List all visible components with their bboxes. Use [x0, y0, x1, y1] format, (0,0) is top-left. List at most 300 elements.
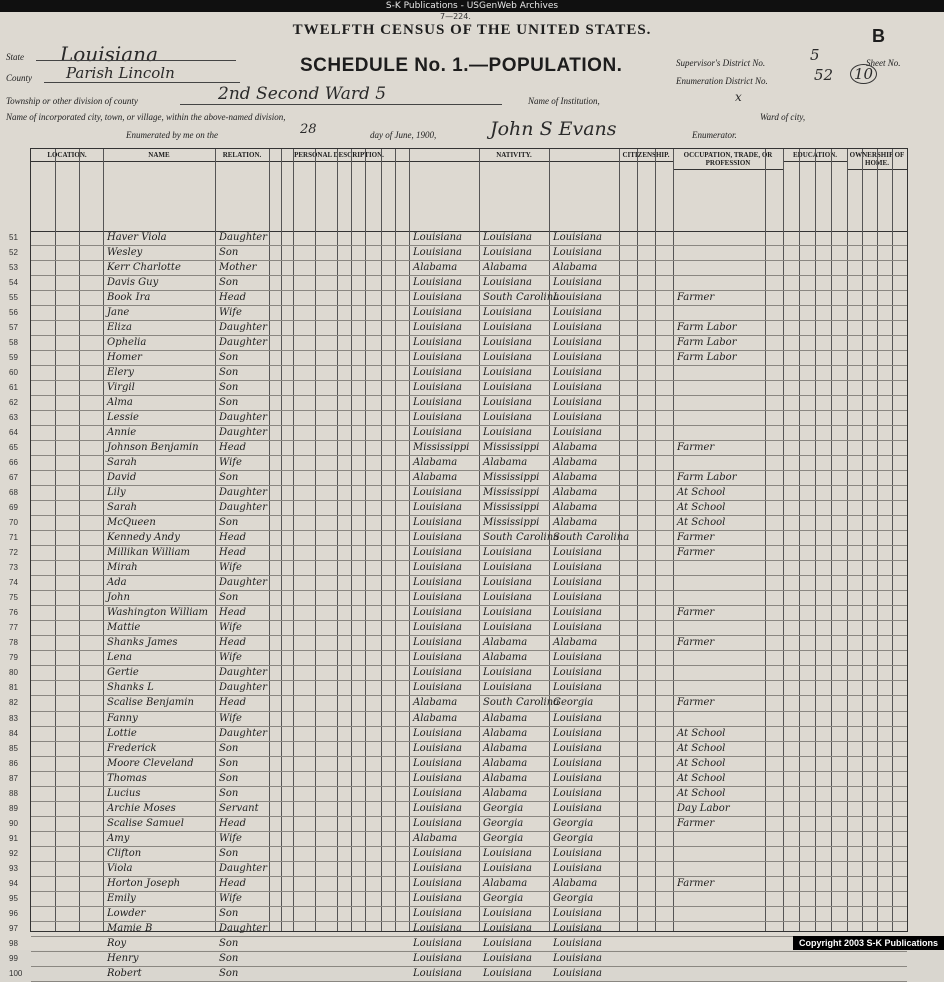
line-number: 90 — [9, 818, 18, 828]
sheet-value: 10 — [850, 64, 877, 84]
mother-birthplace-cell: Louisiana — [553, 412, 602, 424]
father-birthplace-cell: Louisiana — [483, 367, 532, 379]
father-birthplace-cell: Louisiana — [483, 562, 532, 574]
relation-cell: Son — [219, 967, 239, 979]
name-cell: Eliza — [107, 322, 132, 334]
father-birthplace-cell: Louisiana — [483, 607, 532, 619]
relation-cell: Son — [219, 787, 239, 799]
relation-cell: Wife — [219, 832, 242, 844]
occupation-cell: At School — [677, 787, 726, 799]
name-cell: Jane — [107, 307, 130, 319]
table-row — [9, 802, 907, 817]
father-birthplace-cell: Louisiana — [483, 397, 532, 409]
table-row — [9, 441, 907, 456]
line-number: 57 — [9, 323, 18, 333]
relation-cell: Son — [219, 277, 239, 289]
father-birthplace-cell: Louisiana — [483, 922, 532, 934]
table-row — [9, 561, 907, 576]
birthplace-cell: Louisiana — [413, 487, 462, 499]
mother-birthplace-cell: Louisiana — [553, 757, 602, 769]
birthplace-cell: Louisiana — [413, 232, 462, 243]
birthplace-cell: Alabama — [413, 697, 458, 709]
line-number: 63 — [9, 413, 18, 423]
table-row — [9, 321, 907, 336]
mother-birthplace-cell: Louisiana — [553, 292, 602, 304]
table-row — [9, 426, 907, 441]
occupation-cell: Farm Labor — [677, 337, 737, 349]
relation-cell: Son — [219, 382, 239, 394]
relation-cell: Head — [219, 292, 247, 304]
mother-birthplace-cell: Georgia — [553, 832, 594, 844]
relation-cell: Mother — [219, 262, 257, 274]
mother-birthplace-cell: Louisiana — [553, 307, 602, 319]
copyright-notice: Copyright 2003 S-K Publications — [793, 936, 944, 950]
relation-cell: Head — [219, 697, 247, 709]
mother-birthplace-cell: Louisiana — [553, 847, 602, 859]
relation-cell: Son — [219, 742, 239, 754]
name-cell: Thomas — [107, 772, 147, 784]
table-row — [9, 486, 907, 501]
enumerator-signature: John S Evans — [490, 118, 617, 140]
mother-birthplace-cell: Louisiana — [553, 712, 602, 724]
birthplace-cell: Louisiana — [413, 877, 462, 889]
birthplace-cell: Louisiana — [413, 847, 462, 859]
table-row — [9, 967, 907, 982]
mother-birthplace-cell: Louisiana — [553, 322, 602, 334]
ward-label: Ward of city, — [760, 112, 806, 122]
father-birthplace-cell: South Carolina — [483, 292, 560, 304]
relation-cell: Daughter — [219, 727, 267, 739]
line-number: 59 — [9, 353, 18, 363]
name-cell: Haver Viola — [107, 232, 167, 243]
relation-cell: Son — [219, 847, 239, 859]
township-value: 2nd Second Ward 5 — [218, 84, 387, 104]
line-number: 72 — [9, 548, 18, 558]
father-birthplace-cell: Louisiana — [483, 247, 532, 259]
name-cell: Scalise Benjamin — [107, 697, 194, 709]
header-education: EDUCATION. — [783, 149, 848, 231]
father-birthplace-cell: Louisiana — [483, 667, 532, 679]
line-number: 92 — [9, 848, 18, 858]
relation-cell: Head — [219, 547, 247, 559]
father-birthplace-cell: Louisiana — [483, 847, 532, 859]
header-location: LOCATION. — [31, 149, 104, 231]
father-birthplace-cell: Alabama — [483, 712, 528, 724]
form-stamp: 7—224. — [440, 12, 471, 21]
name-cell: Davis Guy — [107, 277, 159, 289]
father-birthplace-cell: Louisiana — [483, 352, 532, 364]
state-label: State — [6, 52, 24, 62]
relation-cell: Wife — [219, 457, 242, 469]
enumerator-label: Enumerator. — [692, 130, 737, 140]
relation-cell: Son — [219, 472, 239, 484]
header-ownership: OWNERSHIP OF HOME. — [847, 149, 907, 231]
township-label: Township or other division of county — [6, 96, 138, 106]
father-birthplace-cell: Alabama — [483, 772, 528, 784]
name-cell: Elery — [107, 367, 134, 379]
father-birthplace-cell: Alabama — [483, 262, 528, 274]
birthplace-cell: Louisiana — [413, 427, 462, 439]
county-label: County — [6, 73, 32, 83]
name-cell: Lessie — [107, 412, 139, 424]
mother-birthplace-cell: Louisiana — [553, 577, 602, 589]
name-cell: Annie — [107, 427, 137, 439]
mother-birthplace-cell: Louisiana — [553, 607, 602, 619]
relation-cell: Wife — [219, 622, 242, 634]
name-cell: Kerr Charlotte — [107, 262, 181, 274]
father-birthplace-cell: Louisiana — [483, 307, 532, 319]
birthplace-cell: Louisiana — [413, 742, 462, 754]
occupation-cell: Farm Labor — [677, 322, 737, 334]
line-number: 62 — [9, 398, 18, 408]
line-number: 70 — [9, 518, 18, 528]
relation-cell: Wife — [219, 712, 242, 724]
father-birthplace-cell: South Carolina — [483, 697, 560, 709]
table-row — [9, 772, 907, 787]
relation-cell: Daughter — [219, 862, 267, 874]
line-number: 81 — [9, 683, 18, 693]
birthplace-cell: Louisiana — [413, 577, 462, 589]
birthplace-cell: Louisiana — [413, 952, 462, 964]
father-birthplace-cell: Louisiana — [483, 952, 532, 964]
name-cell: Mirah — [107, 562, 138, 574]
table-row — [9, 666, 907, 681]
line-number: 95 — [9, 893, 18, 903]
occupation-cell: Farmer — [677, 547, 715, 559]
name-cell: Virgil — [107, 382, 135, 394]
table-row — [9, 907, 907, 922]
occupation-cell: At School — [677, 757, 726, 769]
father-birthplace-cell: Alabama — [483, 757, 528, 769]
line-number: 60 — [9, 368, 18, 378]
birthplace-cell: Louisiana — [413, 532, 462, 544]
table-row — [9, 847, 907, 862]
mother-birthplace-cell: Alabama — [553, 877, 598, 889]
father-birthplace-cell: Louisiana — [483, 412, 532, 424]
mother-birthplace-cell: South Carolina — [553, 532, 630, 544]
table-row — [9, 546, 907, 561]
table-row — [9, 696, 907, 711]
header-personal: PERSONAL DESCRIPTION. — [269, 149, 410, 231]
father-birthplace-cell: Louisiana — [483, 337, 532, 349]
father-birthplace-cell: Louisiana — [483, 232, 532, 243]
mother-birthplace-cell: Louisiana — [553, 247, 602, 259]
mother-birthplace-cell: Louisiana — [553, 862, 602, 874]
mother-birthplace-cell: Georgia — [553, 817, 594, 829]
birthplace-cell: Louisiana — [413, 247, 462, 259]
birthplace-cell: Louisiana — [413, 817, 462, 829]
name-cell: Archie Moses — [107, 802, 176, 814]
relation-cell: Son — [219, 772, 239, 784]
table-row — [9, 606, 907, 621]
relation-cell: Daughter — [219, 427, 267, 439]
father-birthplace-cell: Mississippi — [483, 487, 540, 499]
father-birthplace-cell: Louisiana — [483, 907, 532, 919]
table-row — [9, 501, 907, 516]
birthplace-cell: Louisiana — [413, 367, 462, 379]
table-row — [9, 877, 907, 892]
mother-birthplace-cell: Louisiana — [553, 802, 602, 814]
line-number: 74 — [9, 578, 18, 588]
occupation-cell: Farmer — [677, 442, 715, 454]
line-number: 58 — [9, 338, 18, 348]
mother-birthplace-cell: Louisiana — [553, 397, 602, 409]
line-number: 71 — [9, 533, 18, 543]
name-cell: Lucius — [107, 787, 141, 799]
relation-cell: Servant — [219, 802, 259, 814]
line-number: 85 — [9, 743, 18, 753]
birthplace-cell: Louisiana — [413, 592, 462, 604]
table-row — [9, 411, 907, 426]
line-number: 69 — [9, 503, 18, 513]
line-number: 54 — [9, 278, 18, 288]
relation-cell: Head — [219, 877, 247, 889]
line-number: 78 — [9, 638, 18, 648]
name-cell: Millikan William — [107, 547, 191, 559]
father-birthplace-cell: Mississippi — [483, 472, 540, 484]
line-number: 94 — [9, 878, 18, 888]
mother-birthplace-cell: Louisiana — [553, 682, 602, 694]
birthplace-cell: Alabama — [413, 457, 458, 469]
table-row — [9, 576, 907, 591]
mother-birthplace-cell: Louisiana — [553, 937, 602, 949]
occupation-cell: At School — [677, 517, 726, 529]
table-body — [9, 231, 907, 982]
name-cell: Frederick — [107, 742, 157, 754]
relation-cell: Son — [219, 757, 239, 769]
birthplace-cell: Louisiana — [413, 562, 462, 574]
father-birthplace-cell: Georgia — [483, 817, 524, 829]
line-number: 79 — [9, 653, 18, 663]
table-row — [9, 727, 907, 742]
table-row — [9, 276, 907, 291]
day-value: 28 — [300, 122, 317, 137]
institution-mark: x — [735, 90, 742, 104]
name-cell: Lily — [107, 487, 126, 499]
birthplace-cell: Louisiana — [413, 667, 462, 679]
relation-cell: Head — [219, 637, 247, 649]
occupation-cell: Farmer — [677, 532, 715, 544]
occupation-cell: Farmer — [677, 292, 715, 304]
birthplace-cell: Louisiana — [413, 922, 462, 934]
birthplace-cell: Louisiana — [413, 277, 462, 289]
father-birthplace-cell: Georgia — [483, 802, 524, 814]
county-value: Parish Lincoln — [66, 64, 175, 82]
table-row — [9, 862, 907, 877]
father-birthplace-cell: Mississippi — [483, 502, 540, 514]
name-cell: Sarah — [107, 502, 137, 514]
father-birthplace-cell: Louisiana — [483, 682, 532, 694]
relation-cell: Daughter — [219, 682, 267, 694]
birthplace-cell: Louisiana — [413, 382, 462, 394]
birthplace-cell: Louisiana — [413, 307, 462, 319]
mother-birthplace-cell: Alabama — [553, 472, 598, 484]
birthplace-cell: Alabama — [413, 712, 458, 724]
institution-label: Name of Institution, — [528, 96, 600, 106]
father-birthplace-cell: Alabama — [483, 727, 528, 739]
name-cell: Robert — [107, 967, 142, 979]
line-number: 100 — [9, 968, 23, 978]
birthplace-cell: Alabama — [413, 472, 458, 484]
table-row — [9, 261, 907, 276]
birthplace-cell: Louisiana — [413, 727, 462, 739]
occupation-cell: Farm Labor — [677, 472, 737, 484]
state-value: Louisiana — [60, 42, 158, 66]
birthplace-cell: Louisiana — [413, 862, 462, 874]
name-cell: Horton Joseph — [107, 877, 181, 889]
header-relation: RELATION. — [215, 149, 270, 231]
father-birthplace-cell: Louisiana — [483, 577, 532, 589]
mother-birthplace-cell: Louisiana — [553, 592, 602, 604]
relation-cell: Son — [219, 592, 239, 604]
father-birthplace-cell: Mississippi — [483, 517, 540, 529]
birthplace-cell: Louisiana — [413, 292, 462, 304]
birthplace-cell: Louisiana — [413, 547, 462, 559]
relation-cell: Daughter — [219, 232, 267, 243]
mother-birthplace-cell: Louisiana — [553, 427, 602, 439]
line-number: 56 — [9, 308, 18, 318]
relation-cell: Son — [219, 352, 239, 364]
mother-birthplace-cell: Louisiana — [553, 367, 602, 379]
birthplace-cell: Louisiana — [413, 682, 462, 694]
mother-birthplace-cell: Louisiana — [553, 382, 602, 394]
mother-birthplace-cell: Alabama — [553, 262, 598, 274]
table-row — [9, 832, 907, 847]
father-birthplace-cell: Louisiana — [483, 862, 532, 874]
birthplace-cell: Louisiana — [413, 502, 462, 514]
relation-cell: Daughter — [219, 412, 267, 424]
table-row — [9, 712, 907, 727]
mother-birthplace-cell: Louisiana — [553, 562, 602, 574]
mother-birthplace-cell: Louisiana — [553, 667, 602, 679]
father-birthplace-cell: Alabama — [483, 787, 528, 799]
line-number: 88 — [9, 788, 18, 798]
line-number: 75 — [9, 593, 18, 603]
birthplace-cell: Louisiana — [413, 967, 462, 979]
header-nativity: NATIVITY. — [409, 149, 620, 231]
table-row — [9, 937, 907, 952]
relation-cell: Head — [219, 607, 247, 619]
table-row — [9, 922, 907, 937]
relation-cell: Daughter — [219, 502, 267, 514]
father-birthplace-cell: Alabama — [483, 877, 528, 889]
birthplace-cell: Louisiana — [413, 802, 462, 814]
relation-cell: Wife — [219, 892, 242, 904]
name-cell: Lena — [107, 652, 132, 664]
mother-birthplace-cell: Louisiana — [553, 907, 602, 919]
name-cell: Wesley — [107, 247, 143, 259]
birthplace-cell: Louisiana — [413, 397, 462, 409]
name-cell: Washington William — [107, 607, 208, 619]
mother-birthplace-cell: Georgia — [553, 697, 594, 709]
line-number: 86 — [9, 758, 18, 768]
occupation-cell: At School — [677, 772, 726, 784]
name-cell: Roy — [107, 937, 127, 949]
birthplace-cell: Louisiana — [413, 607, 462, 619]
table-row — [9, 681, 907, 696]
father-birthplace-cell: Alabama — [483, 637, 528, 649]
name-cell: Kennedy Andy — [107, 532, 180, 544]
supervisor-value: 5 — [810, 46, 820, 64]
name-cell: Emily — [107, 892, 136, 904]
name-cell: Homer — [107, 352, 142, 364]
relation-cell: Daughter — [219, 922, 267, 934]
line-number: 93 — [9, 863, 18, 873]
birthplace-cell: Louisiana — [413, 412, 462, 424]
relation-cell: Head — [219, 817, 247, 829]
line-number: 87 — [9, 773, 18, 783]
relation-cell: Wife — [219, 562, 242, 574]
table-header — [31, 149, 907, 232]
table-row — [9, 396, 907, 411]
birthplace-cell: Mississippi — [413, 442, 470, 454]
enumeration-label: Enumeration District No. — [676, 76, 768, 86]
relation-cell: Son — [219, 367, 239, 379]
table-row — [9, 892, 907, 907]
name-cell: Henry — [107, 952, 139, 964]
line-number: 97 — [9, 923, 18, 933]
line-number: 68 — [9, 488, 18, 498]
mother-birthplace-cell: Louisiana — [553, 742, 602, 754]
father-birthplace-cell: Alabama — [483, 457, 528, 469]
name-cell: Shanks James — [107, 637, 178, 649]
birthplace-cell: Louisiana — [413, 937, 462, 949]
occupation-cell: At School — [677, 502, 726, 514]
mother-birthplace-cell: Louisiana — [553, 787, 602, 799]
relation-cell: Son — [219, 397, 239, 409]
table-row — [9, 456, 907, 471]
birthplace-cell: Louisiana — [413, 892, 462, 904]
name-cell: John — [107, 592, 130, 604]
relation-cell: Head — [219, 442, 247, 454]
occupation-cell: Farmer — [677, 817, 715, 829]
relation-cell: Son — [219, 517, 239, 529]
name-cell: Ada — [107, 577, 127, 589]
mother-birthplace-cell: Louisiana — [553, 547, 602, 559]
enumerated-label: Enumerated by me on the — [126, 130, 218, 140]
table-row — [9, 336, 907, 351]
father-birthplace-cell: Alabama — [483, 652, 528, 664]
relation-cell: Head — [219, 532, 247, 544]
birthplace-cell: Louisiana — [413, 757, 462, 769]
father-birthplace-cell: Louisiana — [483, 547, 532, 559]
line-number: 96 — [9, 908, 18, 918]
mother-birthplace-cell: Alabama — [553, 637, 598, 649]
table-row — [9, 817, 907, 832]
table-row — [9, 952, 907, 967]
table-row — [9, 591, 907, 606]
birthplace-cell: Louisiana — [413, 772, 462, 784]
census-title: TWELFTH CENSUS OF THE UNITED STATES. — [292, 22, 652, 38]
mother-birthplace-cell: Louisiana — [553, 652, 602, 664]
line-number: 98 — [9, 938, 18, 948]
mother-birthplace-cell: Alabama — [553, 457, 598, 469]
relation-cell: Wife — [219, 652, 242, 664]
occupation-cell: Farmer — [677, 607, 715, 619]
name-cell: Mattie — [107, 622, 141, 634]
father-birthplace-cell: Louisiana — [483, 622, 532, 634]
name-cell: Amy — [107, 832, 130, 844]
name-cell: McQueen — [107, 517, 156, 529]
birthplace-cell: Louisiana — [413, 787, 462, 799]
father-birthplace-cell: Louisiana — [483, 427, 532, 439]
mother-birthplace-cell: Georgia — [553, 892, 594, 904]
relation-cell: Daughter — [219, 667, 267, 679]
father-birthplace-cell: Louisiana — [483, 322, 532, 334]
line-number: 80 — [9, 668, 18, 678]
name-cell: Fanny — [107, 712, 138, 724]
name-cell: Clifton — [107, 847, 142, 859]
